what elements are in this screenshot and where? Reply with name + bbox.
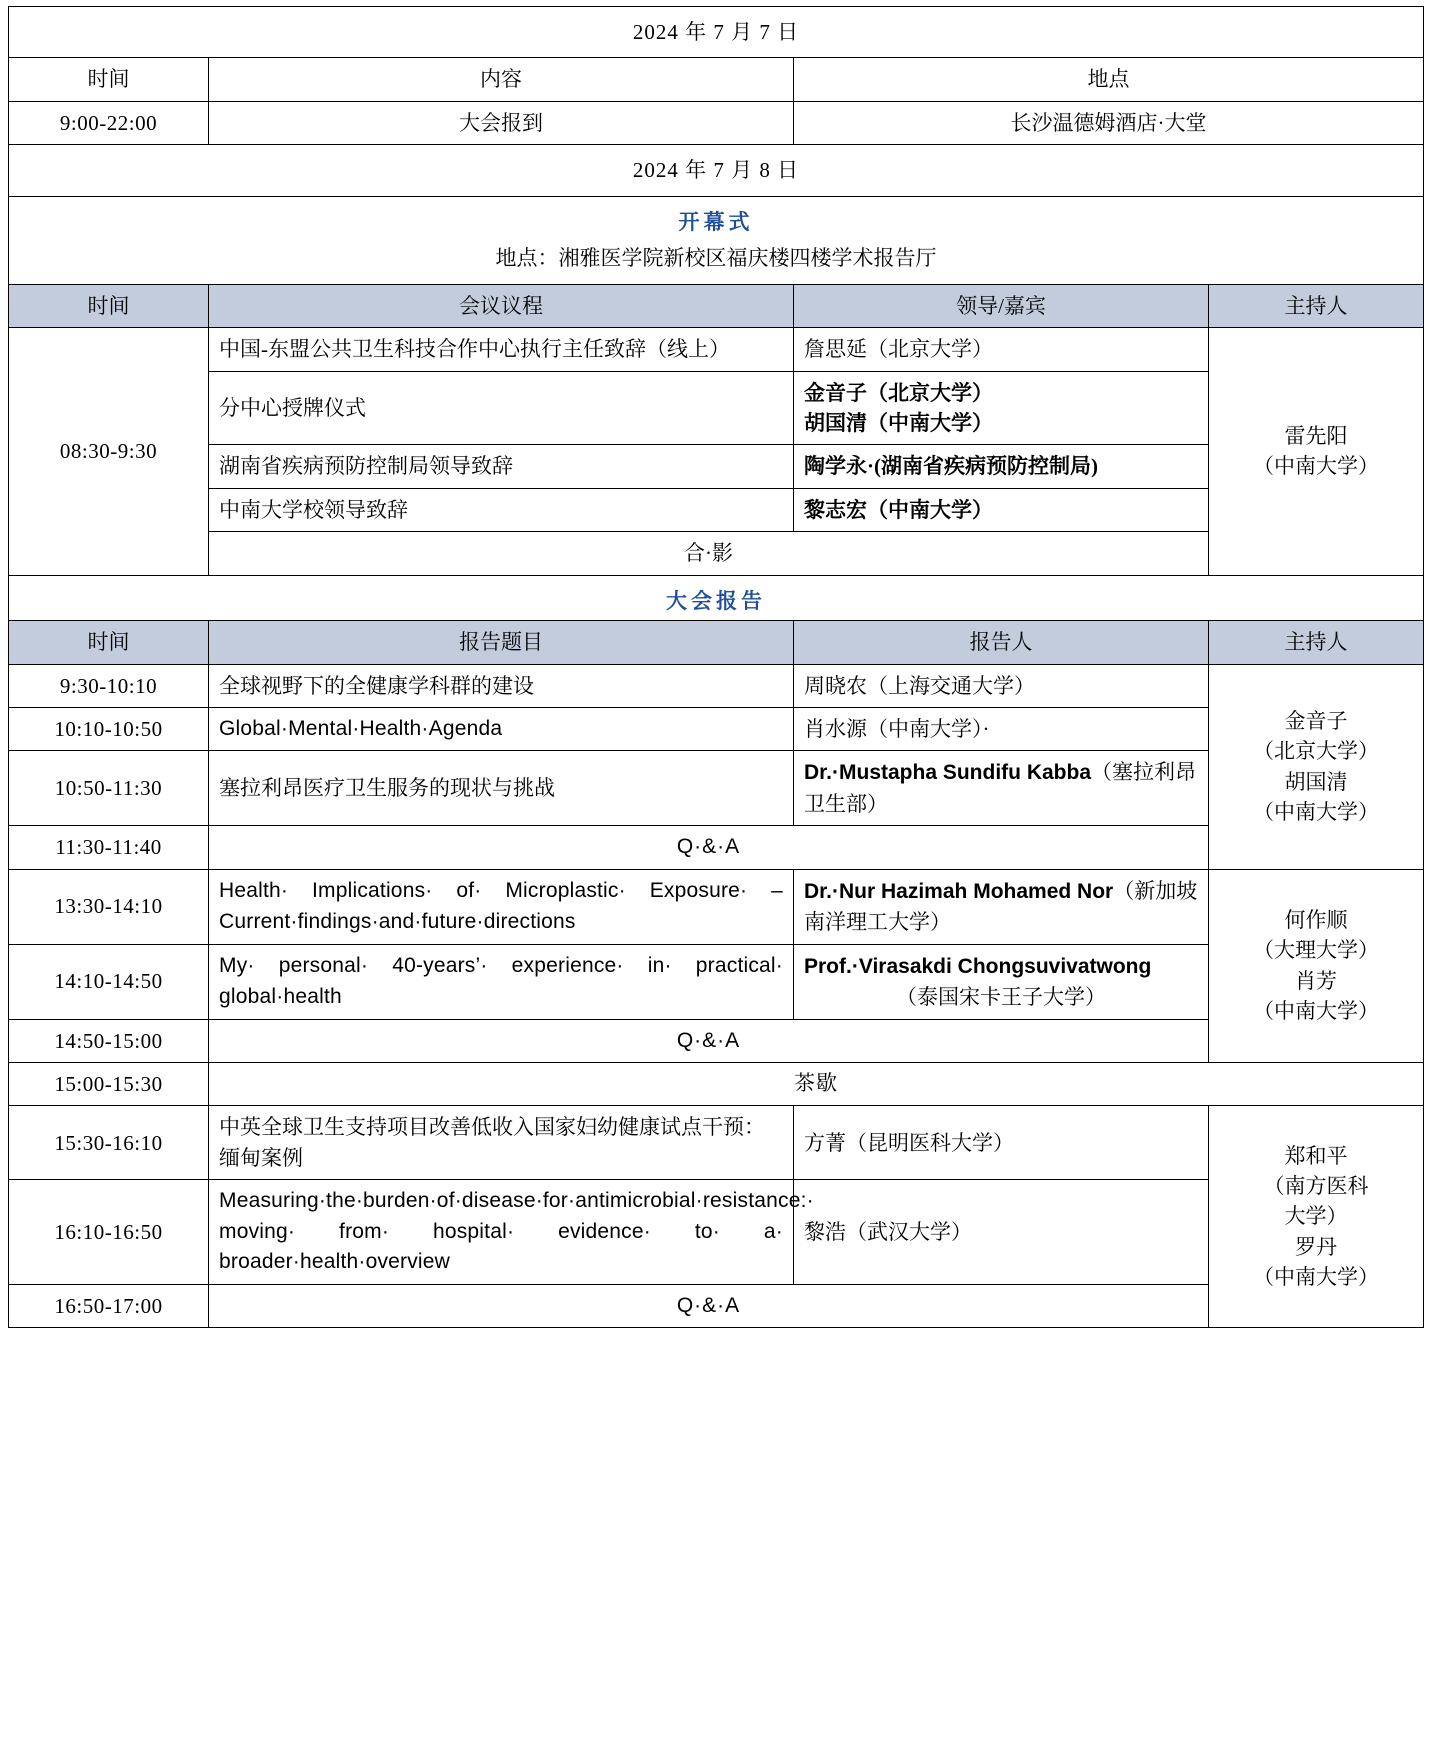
opening-agenda-4: 中南大学校领导致辞 (209, 488, 794, 531)
plenary-speaker (794, 751, 1209, 826)
plenary-time: 9:30-10:10 (9, 664, 209, 707)
plenary-qa: Q·&·A (209, 1019, 1209, 1062)
plenary-speaker-affil: （泰国宋卡王子大学） (896, 985, 1106, 1010)
plenary-header-topic: 报告题目 (209, 621, 794, 664)
plenary-speaker-name: Dr.·Mustapha Sundifu Kabba (804, 761, 1092, 785)
day1-header-time: 时间 (9, 58, 209, 101)
plenary-header-speaker: 报告人 (794, 621, 1209, 664)
plenary-speaker (794, 944, 1209, 1019)
plenary-row (9, 869, 1424, 944)
opening-guest-2b: 胡国清（中南大学） (804, 410, 993, 435)
plenary-host-3 (1209, 1106, 1424, 1328)
plenary-time: 16:50-17:00 (9, 1284, 209, 1327)
plenary-topic: 全球视野下的全健康学科群的建设 (209, 664, 794, 707)
opening-agenda-1: 中国-东盟公共卫生科技合作中心执行主任致辞（线上） (209, 328, 794, 371)
day1-header-place: 地点 (794, 58, 1424, 101)
plenary-header-host: 主持人 (1209, 621, 1424, 664)
day1-time: 9:00-22:00 (9, 101, 209, 144)
host-name: 胡国清 (1284, 769, 1348, 794)
host-name: 罗丹 (1295, 1234, 1337, 1259)
day2-banner-row (9, 145, 1424, 196)
plenary-host-1 (1209, 664, 1424, 869)
plenary-qa: Q·&·A (209, 1284, 1209, 1327)
plenary-speaker-affil: （塞拉利昂卫生部） (804, 760, 1197, 816)
plenary-speaker-name: Dr.·Nur Hazimah Mohamed Nor (804, 879, 1114, 903)
plenary-speaker: 黎浩（武汉大学） (794, 1180, 1209, 1284)
plenary-break: 茶歇 (209, 1062, 1424, 1105)
plenary-header-time: 时间 (9, 621, 209, 664)
plenary-row (9, 664, 1424, 707)
opening-guest-3: 陶学永·(湖南省疾病预防控制局) (794, 445, 1209, 488)
host-name: 金音子 (1284, 708, 1348, 733)
day1-place: 长沙温德姆酒店·大堂 (794, 101, 1424, 144)
opening-header-host: 主持人 (1209, 284, 1424, 327)
plenary-time: 10:50-11:30 (9, 751, 209, 826)
day1-date: 2024 年 7 月 7 日 (9, 7, 1424, 58)
plenary-time: 15:00-15:30 (9, 1062, 209, 1105)
day1-row (9, 101, 1424, 144)
host-affil: （中南大学） (1253, 800, 1379, 825)
opening-guest-4: 黎志宏（中南大学） (794, 488, 1209, 531)
day1-content: 大会报到 (209, 101, 794, 144)
opening-location: 地点：湘雅医学院新校区福庆楼四楼学术报告厅 (9, 241, 1424, 284)
plenary-speaker-name: Prof.·Virasakdi Chongsuvivatwong (804, 954, 1152, 978)
plenary-time: 14:10-14:50 (9, 944, 209, 1019)
plenary-topic: Global·Mental·Health·Agenda (209, 708, 794, 751)
plenary-host-2 (1209, 869, 1424, 1062)
opening-host-name: 雷先阳 (1284, 423, 1348, 448)
opening-photo: 合·影 (209, 532, 1209, 575)
day1-banner-row (9, 7, 1424, 58)
plenary-row (9, 1106, 1424, 1180)
opening-host-affil: （中南大学） (1253, 454, 1379, 479)
day1-header-content: 内容 (209, 58, 794, 101)
day1-header-row (9, 58, 1424, 101)
plenary-topic: Health· Implications· of· Microplastic· Exposure· – Current·findings·and·future·directions (209, 869, 794, 944)
host-affil: （北京大学） (1253, 739, 1379, 764)
host-affil: 大学） (1284, 1204, 1348, 1229)
opening-guest-2a: 金音子（北京大学） (804, 380, 993, 405)
opening-agenda-2: 分中心授牌仪式 (209, 371, 794, 445)
opening-header-time: 时间 (9, 284, 209, 327)
opening-time: 08:30-9:30 (9, 328, 209, 576)
plenary-speaker: 方菁（昆明医科大学） (794, 1106, 1209, 1180)
plenary-speaker: 周晓农（上海交通大学） (794, 664, 1209, 707)
day2-date: 2024 年 7 月 8 日 (9, 145, 1424, 196)
opening-host (1209, 328, 1424, 576)
opening-header-row (9, 284, 1424, 327)
host-name: 何作顺 (1284, 907, 1348, 932)
plenary-speaker-affil: （新加坡南洋理工大学） (804, 878, 1198, 935)
plenary-time: 13:30-14:10 (9, 869, 209, 944)
opening-title-row (9, 196, 1424, 241)
plenary-title-row (9, 575, 1424, 620)
plenary-speaker: 肖水源（中南大学）· (794, 708, 1209, 751)
plenary-topic: 中英全球卫生支持项目改善低收入国家妇幼健康试点干预：缅甸案例 (209, 1106, 794, 1180)
plenary-time: 15:30-16:10 (9, 1106, 209, 1180)
plenary-header-row (9, 621, 1424, 664)
plenary-time: 14:50-15:00 (9, 1019, 209, 1062)
opening-header-agenda: 会议议程 (209, 284, 794, 327)
plenary-time: 10:10-10:50 (9, 708, 209, 751)
plenary-time: 11:30-11:40 (9, 826, 209, 869)
host-name: 肖芳 (1295, 968, 1337, 993)
opening-guest-1: 詹思延（北京大学） (794, 328, 1209, 371)
opening-header-guest: 领导/嘉宾 (794, 284, 1209, 327)
plenary-topic: My· personal· 40-years’· experience· in· practical· global·health (209, 944, 794, 1019)
host-affil: （中南大学） (1253, 1265, 1379, 1290)
host-name: 郑和平 (1284, 1143, 1348, 1168)
opening-title: 开幕式 (9, 196, 1424, 241)
agenda-table (8, 6, 1424, 1328)
plenary-break-row (9, 1062, 1424, 1105)
host-affil: （大理大学） (1253, 938, 1379, 963)
plenary-speaker (794, 869, 1209, 944)
opening-item-row (9, 328, 1424, 371)
opening-guest-2 (794, 371, 1209, 445)
opening-agenda-3: 湖南省疾病预防控制局领导致辞 (209, 445, 794, 488)
host-affil: （中南大学） (1253, 999, 1379, 1024)
plenary-topic: 塞拉利昂医疗卫生服务的现状与挑战 (209, 751, 794, 826)
host-affil: （南方医科 (1263, 1174, 1369, 1199)
plenary-topic: Measuring·the·burden·of·disease·for·antimicrobial·resistance:· moving· from· hospital· evidence· to· a· broader·health·overview (209, 1180, 794, 1284)
plenary-title: 大会报告 (9, 575, 1424, 620)
plenary-qa: Q·&·A (209, 826, 1209, 869)
opening-location-row (9, 241, 1424, 284)
plenary-time: 16:10-16:50 (9, 1180, 209, 1284)
